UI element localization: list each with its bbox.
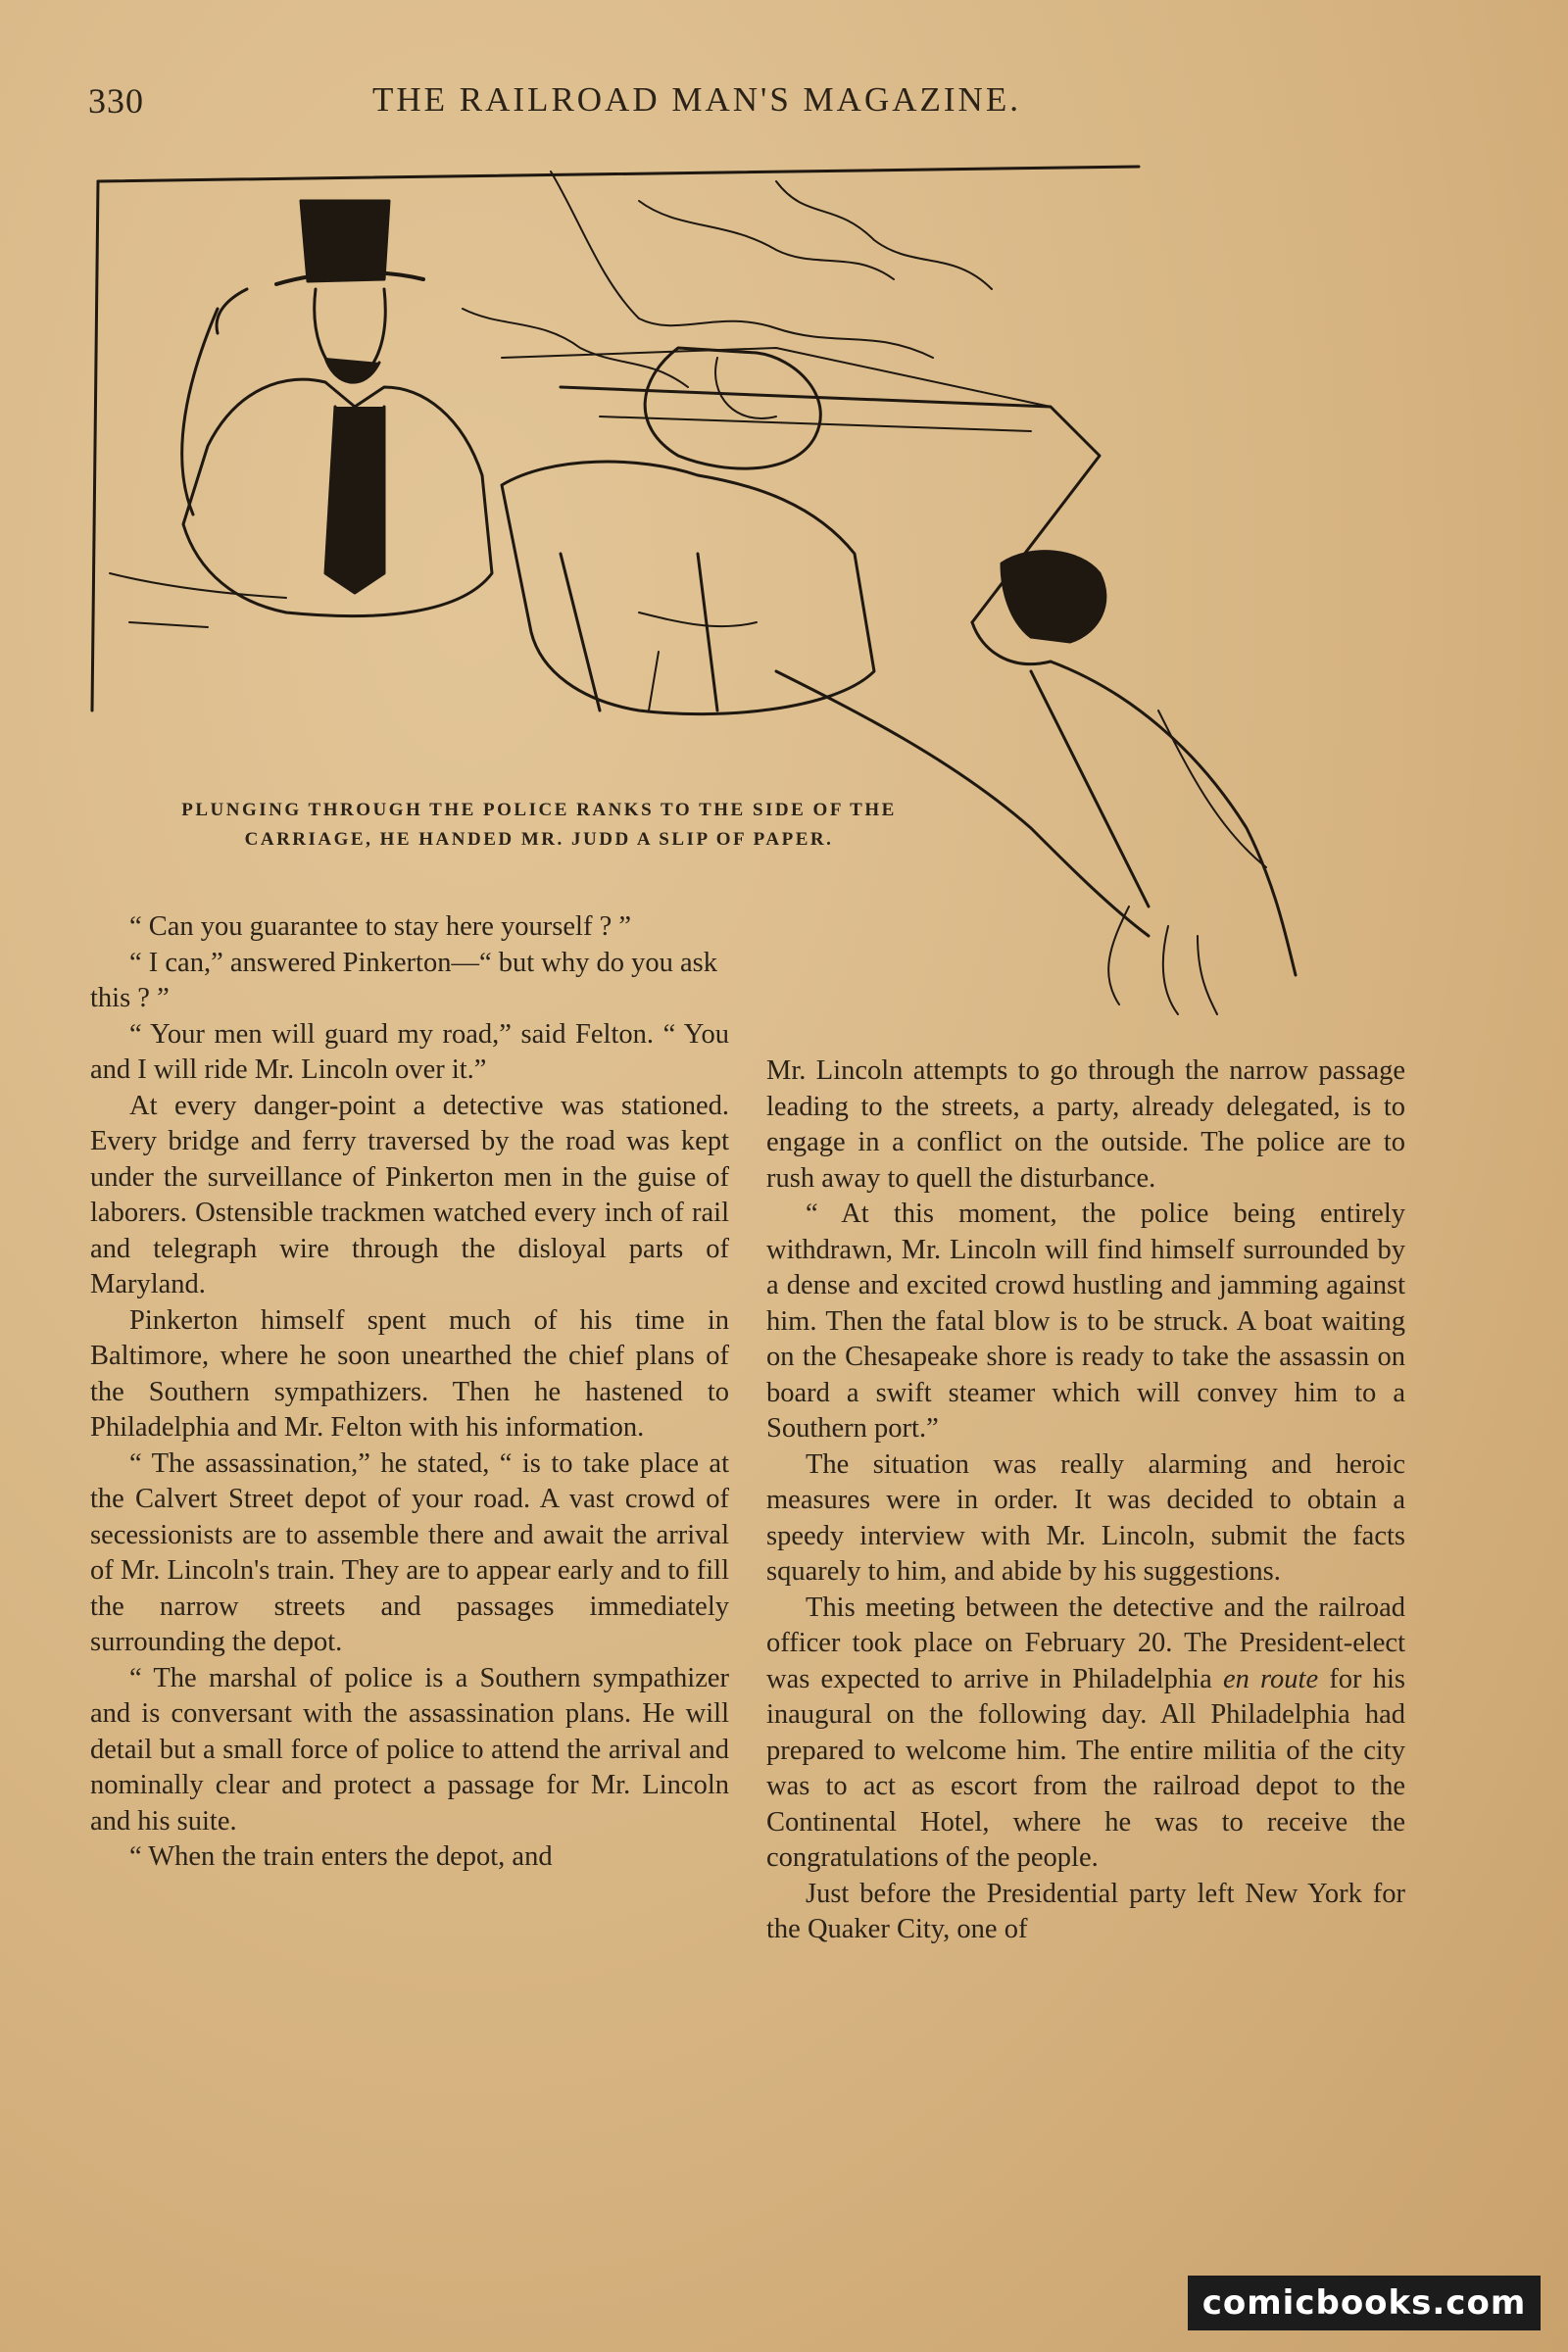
illustration <box>90 162 1403 1024</box>
paragraph: “ At this moment, the police being entirely withdrawn, Mr. Lincoln will find himself surrounded by a dense and excited crowd hustling and jamming against him. Then the fatal blow is to be struck. A boat waiting on the Chesapeake shore is ready to take the assassin on board a swift steamer which will convey him to a Southern port.” <box>766 1199 1405 1444</box>
paragraph: “ I can,” answered Pinkerton—“ but why do you ask this ? ” <box>90 947 717 1013</box>
italic-phrase: en route <box>1222 1663 1319 1694</box>
paragraph: “ When the train enters the depot, and <box>129 1841 553 1872</box>
page-number: 330 <box>88 81 144 121</box>
running-title: THE RAILROAD MAN'S MAGAZINE. <box>372 80 1021 119</box>
page-header <box>88 80 1470 129</box>
paragraph: Pinkerton himself spent much of his time in Baltimore, where he soon unearthed the chief plans of the Southern sympathizers. Then he hastened to Philadelphia and Mr. Felton with his information. <box>90 1304 729 1443</box>
paragraph: At every danger-point a detective was stationed. Every bridge and ferry traversed by the road was kept under the surveillance of Pinkerton men in the guise of laborers. Ostensible trackmen watched every inch of rail and telegraph wire through the disloyal parts of Maryland. <box>90 1090 729 1299</box>
right-column <box>766 1054 1405 1948</box>
paragraph: “ The assassination,” he stated, “ is to take place at the Calvert Street depot of your road. A vast crowd of secessionists are to assemble there and await the arrival of Mr. Lincoln's train. They are to appear early and to fill the narrow streets and passages immediately surrounding the depot. <box>90 1447 729 1657</box>
paragraph: Just before the Presidential party left New York for the Quaker City, one of <box>766 1878 1405 1944</box>
illustration-caption: PLUNGING THROUGH THE POLICE RANKS TO THE SIDE OF THE CARRIAGE, HE HANDED MR. JUDD A SLIP OF PAPER. <box>181 800 897 850</box>
site-watermark: comicbooks.com <box>1188 2276 1541 2330</box>
paragraph: The situation was really alarming and heroic measures were in order. It was decided to obtain a speedy interview with Mr. Lincoln, submit the facts squarely to him, and abide by his suggestions. <box>766 1448 1405 1587</box>
left-column-text <box>90 909 729 1876</box>
illustration-drawing <box>90 162 1403 1024</box>
left-column <box>90 909 729 1876</box>
paragraph-text: This meeting between the detective and the railroad officer took place on February 20. The President-elect was expected to arrive in Philadelphia <box>766 1592 1405 1694</box>
paragraph: Mr. Lincoln attempts to go through the narrow passage leading to the streets, a party, already delegated, is to engage in a conflict on the outside. The police are to rush away to quell the disturbance. <box>766 1055 1405 1194</box>
paragraph: “ Your men will guard my road,” said Felton. “ You and I will ride Mr. Lincoln over it.” <box>90 1018 729 1085</box>
paragraph <box>766 1591 1405 1877</box>
paragraph-text: for his inaugural on the following day. All Philadelphia had prepared to welcome him. The entire militia of the city was to act as escort from the railroad depot to the Continental Hotel, where he was to receive the congratulations of the people. <box>766 1663 1405 1873</box>
paragraph: “ The marshal of police is a Southern sympathizer and is conversant with the assassination plans. He will detail but a small force of police to attend the arrival and nominally clear and protect a passage for Mr. Lincoln and his suite. <box>90 1662 729 1837</box>
paragraph: “ Can you guarantee to stay here yourself ? ” <box>129 911 631 942</box>
